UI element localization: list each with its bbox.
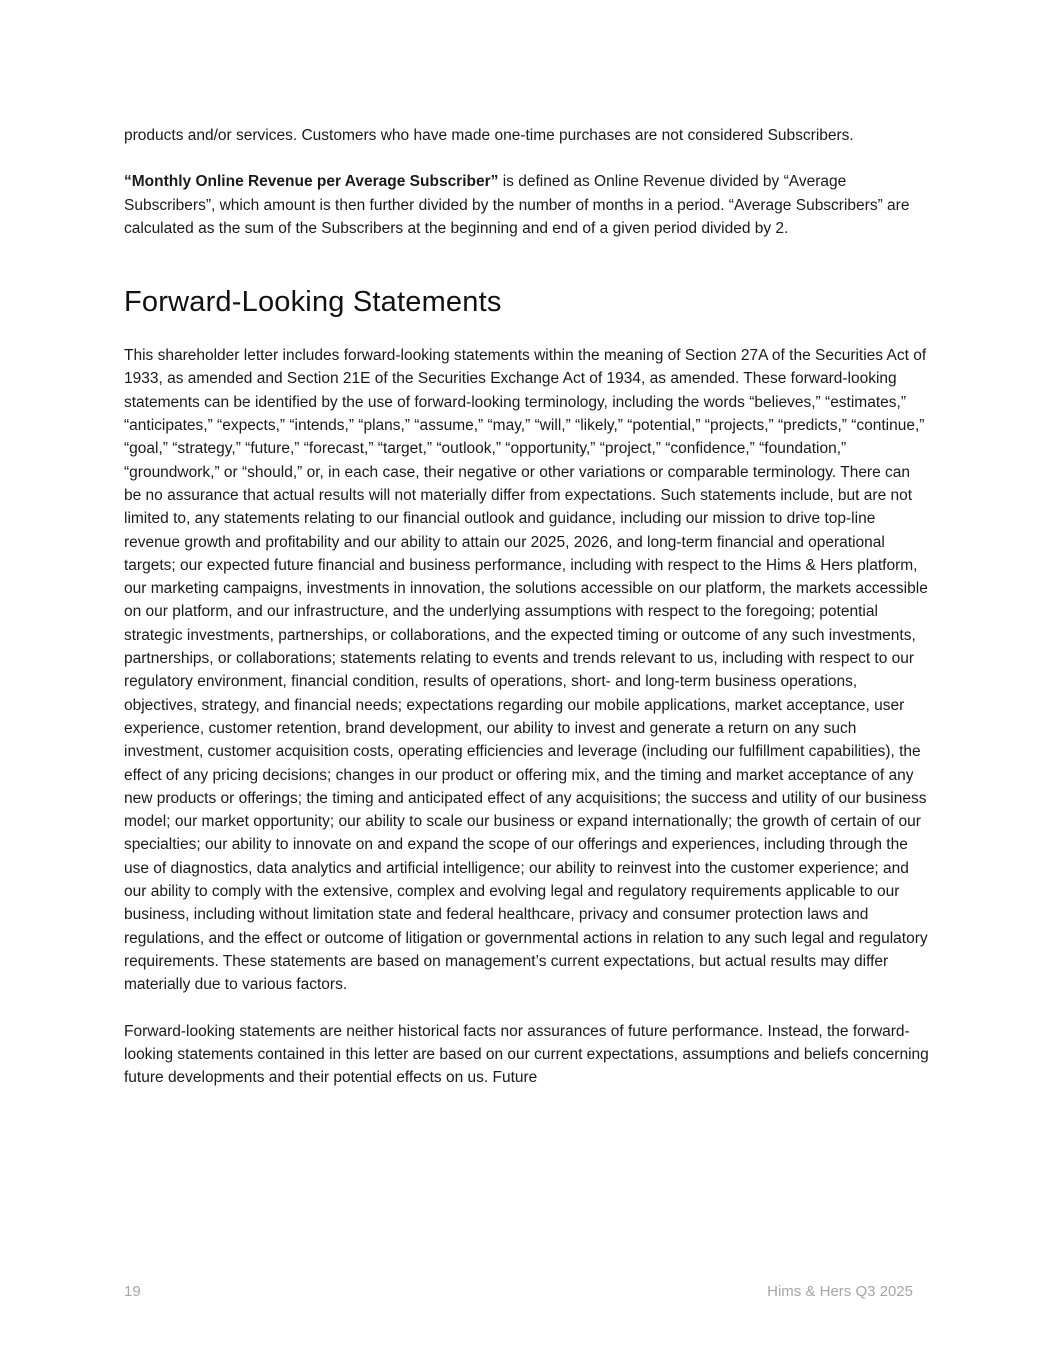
defined-term: “Monthly Online Revenue per Average Subscriber” [124,173,499,191]
page-number: 19 [124,1283,141,1300]
document-label: Hims & Hers Q3 2025 [767,1283,913,1300]
definition-body: is defined as Online Revenue divided by “Average Subscribers”, which amount is then further divided by the number of months in a period. “Average Subscribers” are calculated as the sum of the Subscribers at the beginning and end of a given period divided by 2. [124,173,910,237]
continued-paragraph: products and/or services. Customers who have made one-time purchases are not considered Subscribers. [124,127,854,144]
forward-looking-paragraph-2: Forward-looking statements are neither historical facts nor assurances of future performance. Instead, the forward-looking statements contained in this letter are based on our current expectations, assumptions and beliefs concerning future developments and their potential effects on us. Future [124,1022,929,1087]
forward-looking-paragraph-1: This shareholder letter includes forward-looking statements within the meaning of Section 27A of the Securities Act of 1933, as amended and Section 21E of the Securities Exchange Act of 1934, as amended. These forward-looking statements can be identified by the use of forward-looking terminology, including the words “believes,” “estimates,” “anticipates,” “expects,” “intends,” “plans,” “assume,” “may,” “will,” “likely,” “potential,” “projects,” “predicts,” “continue,” “goal,” “strategy,” “future,” “forecast,” “target,” “outlook,” “opportunity,” “project,” “confidence,” “foundation,” “groundwork,” or “should,” or, in each case, their negative or other variations or comparable terminology. There can be no assurance that actual results will not materially differ from expectations. Such statements include, but are not limited to, any statements relating to our financial outlook and guidance, including our mission to drive top-line revenue growth and profitability and our ability to attain our 2025, 2026, and long-term financial and operational targets; our expected future financial and business performance, including with respect to the Hims & Hers platform, our marketing campaigns, investments in innovation, the solutions accessible on our platform, the markets accessible on our platform, and our infrastructure, and the underlying assumptions with respect to the foregoing; potential strategic investments, partnerships, or collaborations, and the expected timing or outcome of any such investments, partnerships, or collaborations; statements relating to events and trends relevant to us, including with respect to our regulatory environment, financial condition, results of operations, short- and long-term business operations, objectives, strategy, and financial needs; expectations regarding our mobile applications, market acceptance, user experience, customer retention, brand development, our ability to invest and generate a return on any such investment, customer acquisition costs, operating efficiencies and leverage (including our fulfillment capabilities), the effect of any pricing decisions; changes in our product or offering mix, and the timing and market acceptance of any new products or offerings; the timing and anticipated effect of any acquisitions; the success and utility of our business model; our market opportunity; our ability to scale our business or expand internationally; the growth of certain of our specialties; our ability to innovate on and expand the scope of our offerings and experiences, including through the use of diagnostics, data analytics and artificial intelligence; our ability to reinvest into the customer experience; and our ability to comply with the extensive, complex and evolving legal and regulatory requirements applicable to our business, including without limitation state and federal healthcare, privacy and consumer protection laws and regulations, and the effect or outcome of litigation or governmental actions in relation to any such legal and regulatory requirements. These statements are based on management’s current expectations, but actual results may differ materially due to various factors. [124,347,928,994]
page-content [124,124,930,1089]
page-footer [124,1283,913,1300]
definition-paragraph [124,170,930,240]
section-heading: Forward-Looking Statements [124,286,502,319]
